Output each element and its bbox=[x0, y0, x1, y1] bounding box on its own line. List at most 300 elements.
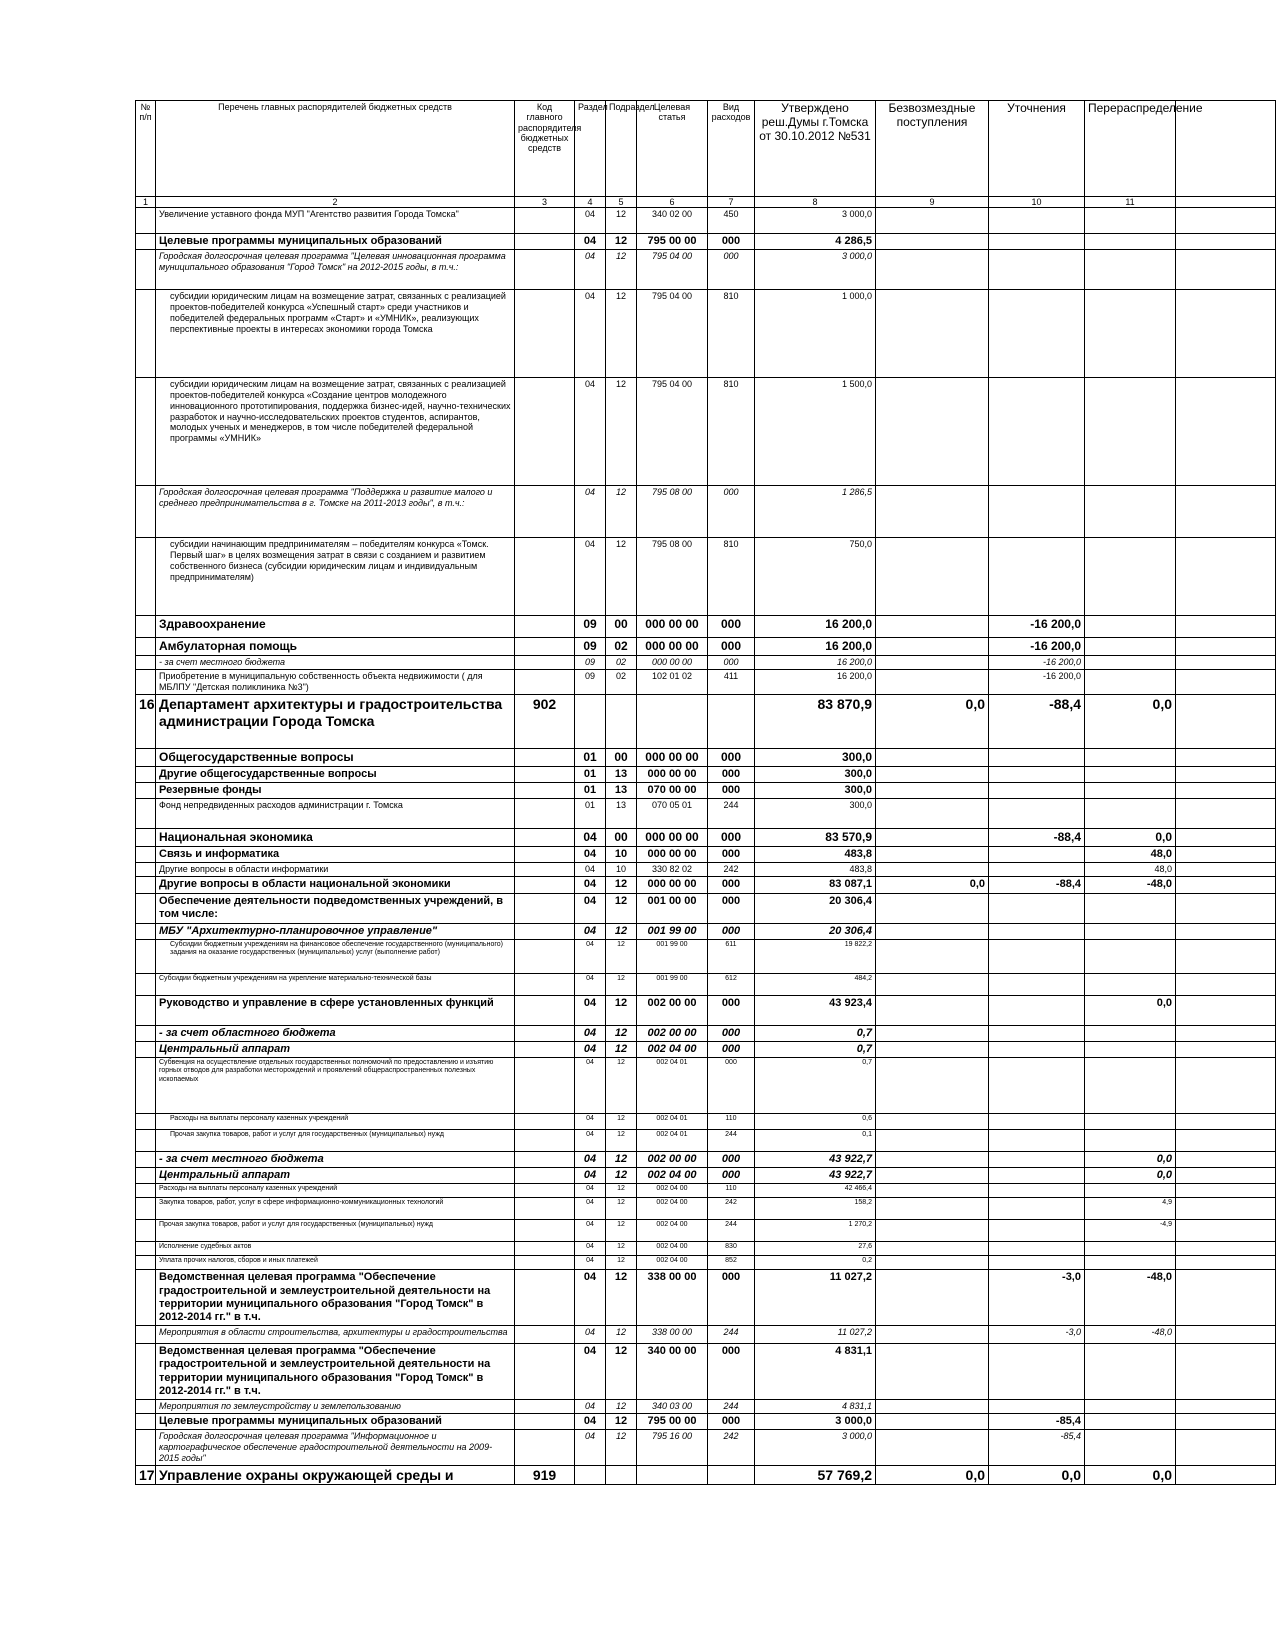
row-extra bbox=[1176, 1399, 1276, 1413]
row-extra bbox=[1176, 670, 1276, 695]
row-podrazdel: 12 bbox=[606, 1041, 637, 1057]
row-grants bbox=[876, 538, 989, 616]
row-refinements: -88,4 bbox=[989, 877, 1085, 893]
row-redistribution: 0,0 bbox=[1085, 694, 1176, 748]
row-code bbox=[515, 1430, 575, 1465]
table-row bbox=[136, 923, 1276, 939]
row-name: Исполнение судебных актов bbox=[156, 1242, 515, 1256]
row-razdel: 04 bbox=[575, 1270, 606, 1326]
table-row bbox=[136, 1114, 1276, 1130]
row-grants: 0,0 bbox=[876, 1465, 989, 1485]
row-refinements bbox=[989, 1220, 1085, 1242]
row-redistribution bbox=[1085, 1130, 1176, 1152]
row-redistribution bbox=[1085, 748, 1176, 766]
row-podrazdel: 12 bbox=[606, 378, 637, 486]
row-razdel: 04 bbox=[575, 1025, 606, 1041]
row-number bbox=[136, 378, 156, 486]
row-code bbox=[515, 656, 575, 670]
row-code bbox=[515, 1152, 575, 1168]
row-grants bbox=[876, 847, 989, 863]
row-code bbox=[515, 538, 575, 616]
row-approved: 1 286,5 bbox=[755, 486, 876, 538]
colnum: 6 bbox=[637, 197, 708, 208]
row-code bbox=[515, 378, 575, 486]
row-extra bbox=[1176, 1168, 1276, 1184]
row-cs bbox=[637, 1465, 708, 1485]
row-razdel: 04 bbox=[575, 939, 606, 973]
row-approved: 0,2 bbox=[755, 1256, 876, 1270]
row-refinements bbox=[989, 782, 1085, 798]
row-vr: 244 bbox=[708, 1399, 755, 1413]
row-cs: 795 16 00 bbox=[637, 1430, 708, 1465]
row-number bbox=[136, 1256, 156, 1270]
row-redistribution bbox=[1085, 1114, 1176, 1130]
row-refinements: -85,4 bbox=[989, 1430, 1085, 1465]
row-approved: 11 027,2 bbox=[755, 1326, 876, 1344]
row-approved: 0,6 bbox=[755, 1114, 876, 1130]
row-vr: 450 bbox=[708, 208, 755, 234]
row-grants bbox=[876, 1198, 989, 1220]
row-grants bbox=[876, 1242, 989, 1256]
row-grants bbox=[876, 1270, 989, 1326]
row-grants bbox=[876, 638, 989, 656]
row-code bbox=[515, 829, 575, 847]
row-number bbox=[136, 1220, 156, 1242]
row-code bbox=[515, 616, 575, 638]
row-approved: 16 200,0 bbox=[755, 638, 876, 656]
row-approved: 19 822,2 bbox=[755, 939, 876, 973]
row-redistribution bbox=[1085, 538, 1176, 616]
row-name: - за счет местного бюджета bbox=[156, 656, 515, 670]
row-number bbox=[136, 1270, 156, 1326]
row-number bbox=[136, 290, 156, 378]
row-code bbox=[515, 1041, 575, 1057]
row-grants bbox=[876, 939, 989, 973]
row-extra bbox=[1176, 1130, 1276, 1152]
col-header-podrazdel: Подраздел bbox=[606, 101, 637, 197]
row-name: - за счет местного бюджета bbox=[156, 1152, 515, 1168]
table-row bbox=[136, 538, 1276, 616]
row-extra bbox=[1176, 486, 1276, 538]
row-grants bbox=[876, 670, 989, 695]
row-name: Резервные фонды bbox=[156, 782, 515, 798]
row-razdel: 09 bbox=[575, 638, 606, 656]
row-name: субсидии юридическим лицам на возмещение затрат, связанных с реализацией проектов-победителей конкурса «Успешный старт» среди участников и победителей федеральных программ «Старт» и «УМНИК», реализующих перспективные проекты в интересах экономики города Томска bbox=[156, 290, 515, 378]
row-approved: 16 200,0 bbox=[755, 670, 876, 695]
row-number bbox=[136, 616, 156, 638]
row-approved: 1 000,0 bbox=[755, 290, 876, 378]
row-refinements bbox=[989, 378, 1085, 486]
row-refinements bbox=[989, 290, 1085, 378]
row-extra bbox=[1176, 863, 1276, 877]
row-refinements bbox=[989, 538, 1085, 616]
row-razdel: 04 bbox=[575, 973, 606, 995]
row-extra bbox=[1176, 939, 1276, 973]
row-cs: 000 00 00 bbox=[637, 638, 708, 656]
row-extra bbox=[1176, 250, 1276, 290]
row-number: 17 bbox=[136, 1465, 156, 1485]
row-number bbox=[136, 829, 156, 847]
row-code bbox=[515, 847, 575, 863]
row-redistribution bbox=[1085, 939, 1176, 973]
row-code bbox=[515, 973, 575, 995]
row-name: Центральный аппарат bbox=[156, 1168, 515, 1184]
row-approved: 300,0 bbox=[755, 748, 876, 766]
row-name: Расходы на выплаты персоналу казенных учреждений bbox=[156, 1114, 515, 1130]
row-code bbox=[515, 877, 575, 893]
row-podrazdel: 12 bbox=[606, 486, 637, 538]
row-vr: 000 bbox=[708, 995, 755, 1025]
table-row bbox=[136, 1242, 1276, 1256]
row-podrazdel: 12 bbox=[606, 290, 637, 378]
row-grants bbox=[876, 1168, 989, 1184]
row-code bbox=[515, 799, 575, 829]
row-refinements bbox=[989, 1114, 1085, 1130]
row-redistribution bbox=[1085, 1242, 1176, 1256]
row-approved: 300,0 bbox=[755, 799, 876, 829]
table-row bbox=[136, 829, 1276, 847]
row-refinements bbox=[989, 1184, 1085, 1198]
row-refinements bbox=[989, 1344, 1085, 1400]
row-redistribution bbox=[1085, 782, 1176, 798]
row-number bbox=[136, 847, 156, 863]
row-code bbox=[515, 1058, 575, 1114]
row-approved: 3 000,0 bbox=[755, 208, 876, 234]
row-name: Связь и информатика bbox=[156, 847, 515, 863]
row-razdel: 04 bbox=[575, 1413, 606, 1429]
row-number bbox=[136, 1152, 156, 1168]
row-name: Субсидии бюджетным учреждениям на укрепление материально-технической базы bbox=[156, 973, 515, 995]
row-grants bbox=[876, 1430, 989, 1465]
row-approved: 4 831,1 bbox=[755, 1399, 876, 1413]
row-podrazdel: 10 bbox=[606, 863, 637, 877]
row-name: Мероприятия в области строительства, архитектуры и градостроительства bbox=[156, 1326, 515, 1344]
table-row bbox=[136, 656, 1276, 670]
row-vr: 000 bbox=[708, 829, 755, 847]
colnum: 7 bbox=[708, 197, 755, 208]
row-name: Субсидии бюджетным учреждениям на финансовое обеспечение государственного (муниципального) задания на оказание государственных (муниципальных) услуг (выполнение работ) bbox=[156, 939, 515, 973]
row-razdel: 04 bbox=[575, 1326, 606, 1344]
colnum: 9 bbox=[876, 197, 989, 208]
row-name: Городская долгосрочная целевая программа "Целевая инновационная программа муниципального образования "Город Томск" на 2012-2015 годы, в т.ч.: bbox=[156, 250, 515, 290]
row-cs: 000 00 00 bbox=[637, 616, 708, 638]
row-vr: 810 bbox=[708, 378, 755, 486]
row-refinements bbox=[989, 1399, 1085, 1413]
row-redistribution bbox=[1085, 1184, 1176, 1198]
row-number bbox=[136, 1242, 156, 1256]
row-cs: 000 00 00 bbox=[637, 829, 708, 847]
row-cs: 000 00 00 bbox=[637, 656, 708, 670]
row-razdel: 04 bbox=[575, 1242, 606, 1256]
table-row bbox=[136, 1058, 1276, 1114]
row-extra bbox=[1176, 748, 1276, 766]
row-podrazdel: 12 bbox=[606, 1413, 637, 1429]
row-redistribution bbox=[1085, 893, 1176, 923]
row-razdel: 04 bbox=[575, 995, 606, 1025]
row-razdel: 04 bbox=[575, 1058, 606, 1114]
row-code bbox=[515, 1242, 575, 1256]
row-extra bbox=[1176, 1430, 1276, 1465]
row-podrazdel: 12 bbox=[606, 893, 637, 923]
row-redistribution: -48,0 bbox=[1085, 877, 1176, 893]
row-code: 919 bbox=[515, 1465, 575, 1485]
row-podrazdel: 12 bbox=[606, 973, 637, 995]
row-approved: 1 270,2 bbox=[755, 1220, 876, 1242]
row-redistribution bbox=[1085, 973, 1176, 995]
row-redistribution bbox=[1085, 1430, 1176, 1465]
row-extra bbox=[1176, 1152, 1276, 1168]
row-cs: 000 00 00 bbox=[637, 847, 708, 863]
row-grants bbox=[876, 1041, 989, 1057]
row-razdel: 04 bbox=[575, 538, 606, 616]
row-name: Расходы на выплаты персоналу казенных учреждений bbox=[156, 1184, 515, 1198]
table-row bbox=[136, 1326, 1276, 1344]
row-razdel: 04 bbox=[575, 1399, 606, 1413]
row-podrazdel: 12 bbox=[606, 1326, 637, 1344]
row-number bbox=[136, 1168, 156, 1184]
table-row bbox=[136, 1465, 1276, 1485]
row-extra bbox=[1176, 1198, 1276, 1220]
row-vr: 000 bbox=[708, 1058, 755, 1114]
row-grants bbox=[876, 1256, 989, 1270]
table-row bbox=[136, 766, 1276, 782]
row-code bbox=[515, 1130, 575, 1152]
row-razdel: 09 bbox=[575, 670, 606, 695]
row-razdel: 04 bbox=[575, 877, 606, 893]
row-name: Целевые программы муниципальных образований bbox=[156, 1413, 515, 1429]
row-refinements bbox=[989, 1256, 1085, 1270]
row-cs: 000 00 00 bbox=[637, 766, 708, 782]
row-podrazdel: 13 bbox=[606, 799, 637, 829]
row-cs: 795 00 00 bbox=[637, 1413, 708, 1429]
row-podrazdel: 12 bbox=[606, 250, 637, 290]
row-vr: 000 bbox=[708, 250, 755, 290]
row-extra bbox=[1176, 378, 1276, 486]
row-cs: 102 01 02 bbox=[637, 670, 708, 695]
row-cs: 002 04 00 bbox=[637, 1220, 708, 1242]
row-vr: 000 bbox=[708, 1344, 755, 1400]
row-vr: 000 bbox=[708, 486, 755, 538]
row-refinements: -16 200,0 bbox=[989, 670, 1085, 695]
row-redistribution bbox=[1085, 923, 1176, 939]
table-row bbox=[136, 208, 1276, 234]
row-number bbox=[136, 1344, 156, 1400]
row-vr: 244 bbox=[708, 1220, 755, 1242]
row-redistribution bbox=[1085, 616, 1176, 638]
row-vr bbox=[708, 694, 755, 748]
row-vr: 244 bbox=[708, 1130, 755, 1152]
row-extra bbox=[1176, 1413, 1276, 1429]
table-row bbox=[136, 1168, 1276, 1184]
row-razdel: 04 bbox=[575, 378, 606, 486]
row-grants bbox=[876, 766, 989, 782]
row-refinements bbox=[989, 1058, 1085, 1114]
row-approved: 0,7 bbox=[755, 1025, 876, 1041]
row-vr: 000 bbox=[708, 616, 755, 638]
row-vr: 242 bbox=[708, 863, 755, 877]
row-extra bbox=[1176, 893, 1276, 923]
row-approved: 3 000,0 bbox=[755, 1413, 876, 1429]
row-refinements bbox=[989, 847, 1085, 863]
table-row bbox=[136, 847, 1276, 863]
row-name: Ведомственная целевая программа "Обеспечение градостроительной и землеустроительной деятельности на территории муниципального образования "Город Томск" в 2012-2014 гг." в т.ч. bbox=[156, 1344, 515, 1400]
row-extra bbox=[1176, 234, 1276, 250]
row-vr: 000 bbox=[708, 782, 755, 798]
row-refinements: -88,4 bbox=[989, 829, 1085, 847]
row-number bbox=[136, 1413, 156, 1429]
table-row bbox=[136, 1198, 1276, 1220]
row-approved: 27,6 bbox=[755, 1242, 876, 1256]
row-grants bbox=[876, 748, 989, 766]
row-refinements bbox=[989, 923, 1085, 939]
row-razdel: 04 bbox=[575, 1344, 606, 1400]
row-name: Приобретение в муниципальную собственность объекта недвижимости ( для МБЛПУ "Детская поликлиника №3") bbox=[156, 670, 515, 695]
row-code bbox=[515, 638, 575, 656]
row-refinements bbox=[989, 799, 1085, 829]
row-code bbox=[515, 1114, 575, 1130]
row-number bbox=[136, 1025, 156, 1041]
row-grants bbox=[876, 290, 989, 378]
row-podrazdel: 00 bbox=[606, 748, 637, 766]
row-code bbox=[515, 939, 575, 973]
table-row bbox=[136, 877, 1276, 893]
row-redistribution bbox=[1085, 1058, 1176, 1114]
table-row bbox=[136, 234, 1276, 250]
row-grants bbox=[876, 378, 989, 486]
row-name: Прочая закупка товаров, работ и услуг для государственных (муниципальных) нужд bbox=[156, 1130, 515, 1152]
col-header-cs: Целевая статья bbox=[637, 101, 708, 197]
row-podrazdel: 13 bbox=[606, 766, 637, 782]
row-razdel: 04 bbox=[575, 290, 606, 378]
row-refinements bbox=[989, 1025, 1085, 1041]
row-grants bbox=[876, 1130, 989, 1152]
row-approved: 20 306,4 bbox=[755, 923, 876, 939]
row-number bbox=[136, 1130, 156, 1152]
table-row bbox=[136, 250, 1276, 290]
row-razdel: 04 bbox=[575, 234, 606, 250]
row-razdel: 04 bbox=[575, 1198, 606, 1220]
table-row bbox=[136, 378, 1276, 486]
table-row bbox=[136, 863, 1276, 877]
row-refinements bbox=[989, 1041, 1085, 1057]
row-code bbox=[515, 923, 575, 939]
row-razdel: 09 bbox=[575, 656, 606, 670]
row-extra bbox=[1176, 656, 1276, 670]
row-extra bbox=[1176, 847, 1276, 863]
row-vr: 000 bbox=[708, 847, 755, 863]
row-razdel: 04 bbox=[575, 1168, 606, 1184]
table-row bbox=[136, 638, 1276, 656]
row-grants bbox=[876, 1152, 989, 1168]
table-row bbox=[136, 748, 1276, 766]
row-redistribution bbox=[1085, 656, 1176, 670]
row-refinements bbox=[989, 893, 1085, 923]
row-cs: 002 04 00 bbox=[637, 1242, 708, 1256]
row-approved: 0,7 bbox=[755, 1058, 876, 1114]
row-number bbox=[136, 923, 156, 939]
row-refinements bbox=[989, 1198, 1085, 1220]
row-refinements bbox=[989, 208, 1085, 234]
row-extra bbox=[1176, 208, 1276, 234]
colnum: 10 bbox=[989, 197, 1085, 208]
row-number bbox=[136, 234, 156, 250]
row-grants bbox=[876, 234, 989, 250]
row-grants bbox=[876, 1025, 989, 1041]
row-razdel: 04 bbox=[575, 1184, 606, 1198]
row-redistribution bbox=[1085, 290, 1176, 378]
row-approved: 43 923,4 bbox=[755, 995, 876, 1025]
row-extra bbox=[1176, 923, 1276, 939]
row-razdel: 01 bbox=[575, 799, 606, 829]
row-cs: 795 08 00 bbox=[637, 486, 708, 538]
row-cs: 002 00 00 bbox=[637, 1025, 708, 1041]
row-code bbox=[515, 234, 575, 250]
row-cs: 795 04 00 bbox=[637, 378, 708, 486]
row-extra bbox=[1176, 1326, 1276, 1344]
row-name: Другие общегосударственные вопросы bbox=[156, 766, 515, 782]
row-cs: 070 00 00 bbox=[637, 782, 708, 798]
budget-sheet bbox=[135, 100, 1275, 1485]
row-code bbox=[515, 486, 575, 538]
row-name: Городская долгосрочная целевая программа "Поддержка и развитие малого и среднего предпринимательства в г. Томске на 2011-2013 годы", в т.ч.: bbox=[156, 486, 515, 538]
table-row bbox=[136, 1025, 1276, 1041]
row-number bbox=[136, 799, 156, 829]
row-podrazdel: 12 bbox=[606, 538, 637, 616]
col-header-code: Код главного распорядителя бюджетных средств bbox=[515, 101, 575, 197]
row-approved: 158,2 bbox=[755, 1198, 876, 1220]
table-row bbox=[136, 1041, 1276, 1057]
row-razdel bbox=[575, 1465, 606, 1485]
row-name: Руководство и управление в сфере установленных функций bbox=[156, 995, 515, 1025]
row-extra bbox=[1176, 1270, 1276, 1326]
row-refinements bbox=[989, 1242, 1085, 1256]
row-razdel: 04 bbox=[575, 1152, 606, 1168]
table-row bbox=[136, 939, 1276, 973]
row-refinements bbox=[989, 486, 1085, 538]
row-redistribution bbox=[1085, 1025, 1176, 1041]
row-extra bbox=[1176, 1025, 1276, 1041]
row-code bbox=[515, 1198, 575, 1220]
row-name: субсидии юридическим лицам на возмещение затрат, связанных с реализацией проектов-победителей конкурса «Создание центров молодежного инновационного прототипирования, поддержка бизнес-идей, научно-технических разработок и научно-исследовательских проектов студентов, аспирантов, молодых ученых и менеджеров, в том числе победителей федеральной программы «УМНИК» bbox=[156, 378, 515, 486]
row-name: Субвенция на осуществление отдельных государственных полномочий по предоставлению и изъятию горных отводов для разработки месторождений и проявлений общераспространенных полезных ископаемых bbox=[156, 1058, 515, 1114]
table-row bbox=[136, 893, 1276, 923]
colnum: 4 bbox=[575, 197, 606, 208]
row-podrazdel: 12 bbox=[606, 1184, 637, 1198]
row-grants bbox=[876, 799, 989, 829]
row-code bbox=[515, 1184, 575, 1198]
row-vr: 242 bbox=[708, 1430, 755, 1465]
row-name: Фонд непредвиденных расходов администрации г. Томска bbox=[156, 799, 515, 829]
row-approved: 20 306,4 bbox=[755, 893, 876, 923]
row-vr bbox=[708, 1465, 755, 1485]
row-extra bbox=[1176, 973, 1276, 995]
row-podrazdel: 12 bbox=[606, 234, 637, 250]
row-podrazdel: 02 bbox=[606, 656, 637, 670]
row-razdel: 04 bbox=[575, 923, 606, 939]
row-redistribution: 48,0 bbox=[1085, 863, 1176, 877]
row-vr: 000 bbox=[708, 1168, 755, 1184]
col-header-grants: Безвозмездные поступления bbox=[876, 101, 989, 197]
row-approved: 83 087,1 bbox=[755, 877, 876, 893]
row-vr: 244 bbox=[708, 799, 755, 829]
row-podrazdel: 12 bbox=[606, 877, 637, 893]
row-vr: 000 bbox=[708, 923, 755, 939]
row-code bbox=[515, 1399, 575, 1413]
row-number bbox=[136, 748, 156, 766]
row-cs: 002 04 00 bbox=[637, 1168, 708, 1184]
row-redistribution bbox=[1085, 799, 1176, 829]
row-podrazdel: 00 bbox=[606, 616, 637, 638]
